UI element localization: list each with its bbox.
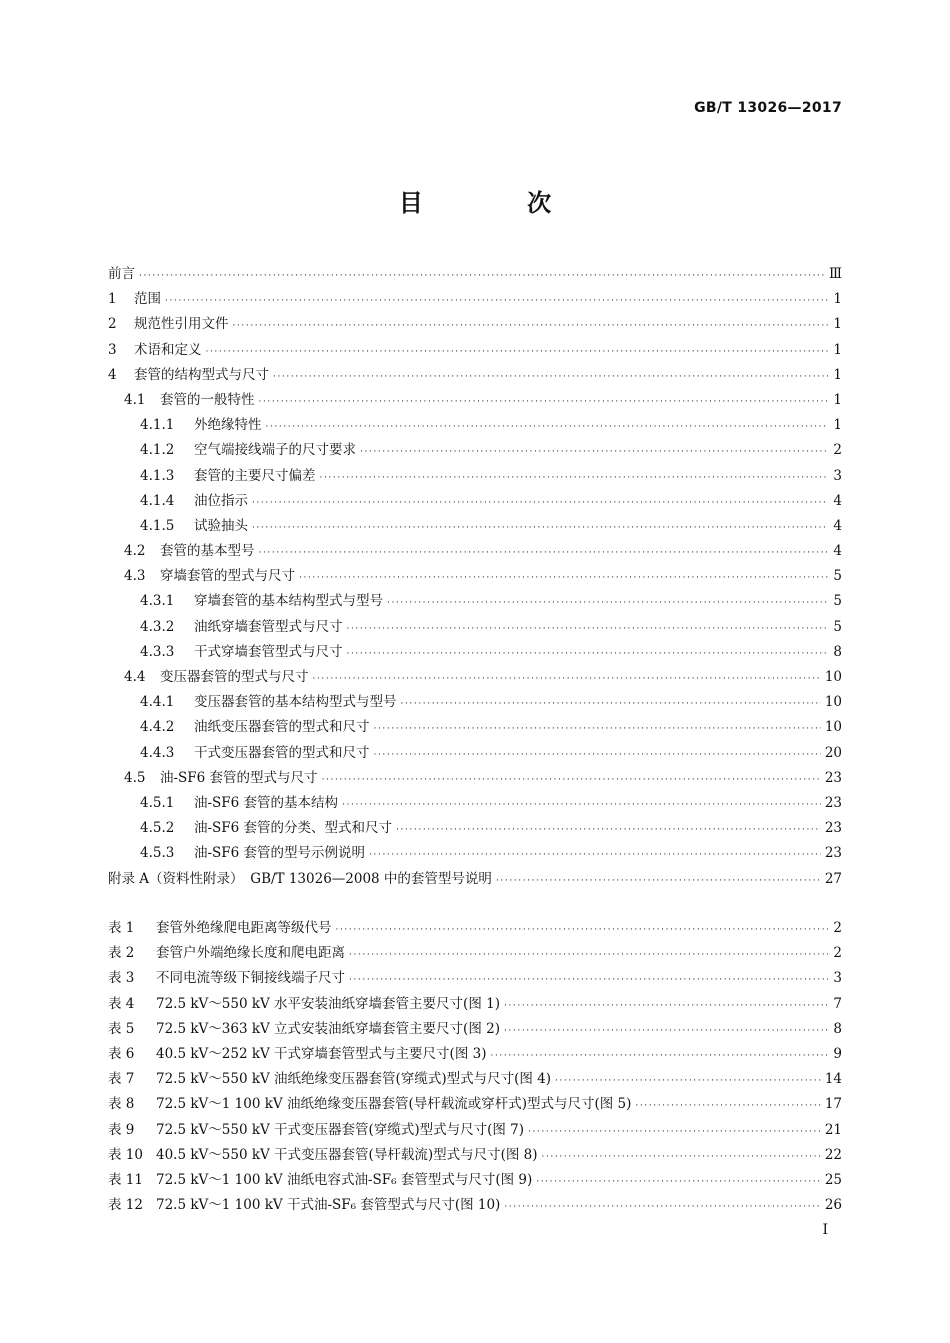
- entry-title: 油-SF6 套管的基本结构: [194, 794, 339, 811]
- entry-title: 40.5 kV～252 kV 干式穿墙套管型式与主要尺寸(图 3): [156, 1045, 487, 1062]
- dot-leader: [313, 667, 821, 692]
- list-of-tables: [108, 916, 842, 1218]
- entry-page-number: 1: [833, 291, 842, 308]
- standard-code: GB/T 13026—2017: [694, 100, 842, 116]
- toc-entry[interactable]: [108, 766, 842, 791]
- entry-number: 4.1.2: [140, 442, 175, 459]
- entry-page-number: 4: [833, 517, 842, 534]
- toc-entry[interactable]: [108, 841, 842, 866]
- entry-number: 表 4: [108, 995, 135, 1012]
- entry-title: 72.5 kV～1 100 kV 油纸电容式油-SF₆ 套管型式与尺寸(图 9): [156, 1171, 533, 1188]
- toc-entry[interactable]: [108, 262, 842, 287]
- entry-page-number: 1: [833, 417, 842, 434]
- entry-number: 表 12: [108, 1197, 143, 1214]
- dot-leader: [266, 415, 829, 440]
- entry-title: 72.5 kV～1 100 kV 干式油-SF₆ 套管型式与尺寸(图 10): [156, 1197, 501, 1214]
- entry-number: 表 7: [108, 1071, 135, 1088]
- entry-number: 表 2: [108, 945, 135, 962]
- entry-number: 4.5.2: [140, 820, 175, 837]
- entry-number: 4.2: [124, 543, 146, 560]
- entry-page-number: 5: [833, 568, 842, 585]
- entry-number: 4.1.3: [140, 467, 175, 484]
- entry-number: 表 3: [108, 970, 135, 987]
- dot-leader: [347, 617, 829, 642]
- entry-page-number: 1: [833, 316, 842, 333]
- toc-entry[interactable]: [108, 615, 842, 640]
- dot-leader: [504, 1195, 820, 1220]
- dot-leader: [349, 943, 828, 968]
- dot-leader: [536, 1170, 821, 1195]
- dot-leader: [374, 743, 821, 768]
- dot-leader: [504, 1019, 828, 1044]
- entry-page-number: 14: [824, 1071, 842, 1088]
- entry-number: 表 10: [108, 1146, 143, 1163]
- table-list-entry[interactable]: [108, 1168, 842, 1193]
- entry-page-number: 23: [824, 845, 842, 862]
- entry-number: 表 9: [108, 1121, 135, 1138]
- entry-page-number: 8: [833, 643, 842, 660]
- entry-title: 油-SF6 套管的型式与尺寸: [160, 769, 318, 786]
- toc-entry[interactable]: [108, 564, 842, 589]
- entry-title: 穿墙套管的基本结构型式与型号: [194, 593, 383, 610]
- entry-number: 4.3.3: [140, 643, 175, 660]
- entry-number: 表 1: [108, 920, 135, 936]
- entry-page-number: 7: [833, 995, 842, 1012]
- entry-title: 40.5 kV～550 kV 干式变压器套管(导杆载流)型式与尺寸(图 8): [156, 1146, 538, 1163]
- entry-number: 表 8: [108, 1096, 135, 1113]
- page-number: I: [822, 1222, 828, 1238]
- table-list-entry[interactable]: [108, 1193, 842, 1218]
- toc-entry[interactable]: [108, 438, 842, 463]
- dot-leader: [336, 918, 829, 943]
- entry-number: 4.1.1: [140, 417, 175, 434]
- dot-leader: [273, 365, 828, 390]
- entry-number: 表 6: [108, 1045, 135, 1062]
- entry-title: 套管的主要尺寸偏差: [194, 467, 316, 484]
- entry-page-number: 26: [824, 1197, 842, 1214]
- toc-entry[interactable]: [108, 388, 842, 413]
- toc-entry[interactable]: [108, 489, 842, 514]
- dot-leader: [206, 340, 829, 365]
- entry-title: 油纸穿墙套管型式与尺寸: [194, 618, 343, 635]
- toc-entry[interactable]: [108, 690, 842, 715]
- entry-title: 范围: [134, 291, 161, 308]
- dot-leader: [259, 390, 829, 415]
- table-list-entry[interactable]: [108, 1067, 842, 1092]
- dot-leader: [252, 491, 828, 516]
- entry-title: 空气端接线端子的尺寸要求: [194, 442, 356, 459]
- entry-page-number: Ⅲ: [828, 266, 842, 282]
- toc-entry[interactable]: [108, 741, 842, 766]
- table-list-entry[interactable]: [108, 1017, 842, 1042]
- dot-leader: [322, 768, 821, 793]
- entry-page-number: 2: [833, 442, 842, 459]
- toc-entry[interactable]: [108, 338, 842, 363]
- dot-leader: [490, 1044, 828, 1069]
- table-list-entry[interactable]: [108, 992, 842, 1017]
- table-of-contents: [108, 262, 842, 892]
- entry-page-number: 22: [824, 1146, 842, 1163]
- entry-page-number: 23: [824, 794, 842, 811]
- toc-entry[interactable]: [108, 312, 842, 337]
- entry-number: 4.5.1: [140, 794, 175, 811]
- dot-leader: [401, 692, 821, 717]
- entry-page-number: 1: [833, 366, 842, 383]
- entry-title: 穿墙套管的型式与尺寸: [160, 568, 295, 585]
- dot-leader: [259, 541, 829, 566]
- toc-entry[interactable]: [108, 791, 842, 816]
- dot-leader: [496, 869, 821, 894]
- entry-title: 72.5 kV～550 kV 干式变压器套管(穿缆式)型式与尺寸(图 7): [156, 1121, 525, 1138]
- table-list-entry[interactable]: [108, 941, 842, 966]
- dot-leader: [342, 793, 821, 818]
- dot-leader: [542, 1145, 821, 1170]
- entry-title: 变压器套管的基本结构型式与型号: [194, 694, 397, 711]
- entry-title: 套管的结构型式与尺寸: [134, 366, 269, 383]
- entry-title: 油位指示: [194, 492, 248, 509]
- entry-page-number: 23: [824, 820, 842, 837]
- entry-page-number: 25: [824, 1171, 842, 1188]
- dot-leader: [528, 1120, 821, 1145]
- entry-page-number: 10: [824, 694, 842, 711]
- toc-entry[interactable]: [108, 867, 842, 892]
- entry-page-number: 1: [833, 391, 842, 408]
- entry-page-number: 17: [824, 1096, 842, 1113]
- entry-page-number: 8: [833, 1020, 842, 1037]
- entry-page-number: 4: [833, 492, 842, 509]
- entry-title: 变压器套管的型式与尺寸: [160, 669, 309, 685]
- toc-entry[interactable]: [108, 589, 842, 614]
- entry-page-number: 5: [833, 618, 842, 635]
- entry-number: 4.4.3: [140, 744, 175, 761]
- entry-title: 套管外绝缘爬电距离等级代号: [156, 920, 332, 936]
- entry-page-number: 10: [824, 669, 842, 685]
- entry-number: 4.3.2: [140, 618, 175, 635]
- toc-entry[interactable]: [108, 640, 842, 665]
- entry-number: 4.1: [124, 391, 146, 408]
- entry-title: 油-SF6 套管的分类、型式和尺寸: [194, 820, 393, 837]
- dot-leader: [360, 440, 828, 465]
- entry-page-number: 21: [824, 1121, 842, 1138]
- entry-number: 表 5: [108, 1020, 135, 1037]
- entry-page-number: 1: [833, 341, 842, 358]
- dot-leader: [635, 1094, 820, 1119]
- dot-leader: [555, 1069, 821, 1094]
- entry-page-number: 3: [833, 467, 842, 484]
- entry-number: 4.4.2: [140, 719, 175, 736]
- dot-leader: [139, 264, 825, 289]
- dot-leader: [374, 717, 821, 742]
- entry-number: 3: [108, 341, 117, 358]
- dot-leader: [387, 591, 828, 616]
- dot-leader: [369, 843, 821, 868]
- table-list-entry[interactable]: [108, 966, 842, 991]
- table-list-entry[interactable]: [108, 1042, 842, 1067]
- entry-title: 规范性引用文件: [134, 316, 229, 333]
- toc-entry[interactable]: [108, 363, 842, 388]
- entry-title: 套管的一般特性: [160, 391, 255, 408]
- dot-leader: [233, 314, 829, 339]
- toc-entry[interactable]: [108, 665, 842, 690]
- dot-leader: [165, 289, 828, 314]
- entry-page-number: 2: [833, 920, 842, 936]
- toc-entry[interactable]: [108, 287, 842, 312]
- entry-number: 4.4.1: [140, 694, 175, 711]
- entry-title: 干式穿墙套管型式与尺寸: [194, 643, 343, 660]
- entry-page-number: 9: [833, 1045, 842, 1062]
- entry-title: 外绝缘特性: [194, 417, 262, 434]
- entry-number: 1: [108, 291, 117, 308]
- entry-title: 术语和定义: [134, 341, 202, 358]
- table-list-entry[interactable]: [108, 1143, 842, 1168]
- toc-entry[interactable]: [108, 715, 842, 740]
- entry-page-number: 20: [824, 744, 842, 761]
- entry-page-number: 2: [833, 945, 842, 962]
- entry-title: 套管的基本型号: [160, 543, 255, 560]
- entry-title: 不同电流等级下铜接线端子尺寸: [156, 970, 345, 987]
- dot-leader: [349, 968, 828, 993]
- dot-leader: [320, 466, 829, 491]
- entry-page-number: 10: [824, 719, 842, 736]
- entry-number: 表 11: [108, 1171, 143, 1188]
- entry-number: 4.3: [124, 568, 146, 585]
- entry-title: 72.5 kV～363 kV 立式安装油纸穿墙套管主要尺寸(图 2): [156, 1020, 500, 1037]
- entry-number: 4.4: [124, 669, 146, 685]
- entry-title: 油纸变压器套管的型式和尺寸: [194, 719, 370, 736]
- table-list-entry[interactable]: [108, 1118, 842, 1143]
- toc-entry[interactable]: [108, 413, 842, 438]
- entry-number: 4.5.3: [140, 845, 175, 862]
- entry-title: 前言: [108, 266, 135, 282]
- dot-leader: [347, 642, 829, 667]
- entry-title: 72.5 kV～550 kV 油纸绝缘变压器套管(穿缆式)型式与尺寸(图 4): [156, 1071, 552, 1088]
- table-list-entry[interactable]: [108, 916, 842, 941]
- page-title: 目 次: [398, 189, 600, 217]
- dot-leader: [396, 818, 821, 843]
- entry-title: 套管户外端绝缘长度和爬电距离: [156, 945, 345, 962]
- entry-page-number: 4: [833, 543, 842, 560]
- entry-number: 4.1.4: [140, 492, 175, 509]
- entry-title: 72.5 kV～550 kV 水平安装油纸穿墙套管主要尺寸(图 1): [156, 995, 500, 1012]
- dot-leader: [504, 994, 828, 1019]
- entry-title: 干式变压器套管的型式和尺寸: [194, 744, 370, 761]
- entry-title: 72.5 kV～1 100 kV 油纸绝缘变压器套管(导杆载流或穿杆式)型式与尺寸(图 5): [156, 1096, 632, 1113]
- entry-title: 油-SF6 套管的型号示例说明: [194, 845, 366, 862]
- dot-leader: [299, 566, 828, 591]
- entry-title: 试验抽头: [194, 517, 248, 534]
- table-list-entry[interactable]: [108, 1092, 842, 1117]
- entry-number: 4.1.5: [140, 517, 175, 534]
- entry-title: 附录 A（资料性附录） GB/T 13026—2008 中的套管型号说明: [108, 870, 492, 887]
- entry-page-number: 5: [833, 593, 842, 610]
- dot-leader: [252, 516, 828, 541]
- entry-page-number: 27: [824, 870, 842, 887]
- toc-entry[interactable]: [108, 514, 842, 539]
- entry-number: 2: [108, 316, 117, 333]
- toc-entry[interactable]: [108, 539, 842, 564]
- entry-number: 4.5: [124, 769, 146, 786]
- toc-entry[interactable]: [108, 816, 842, 841]
- entry-number: 4: [108, 366, 117, 383]
- entry-number: 4.3.1: [140, 593, 175, 610]
- toc-entry[interactable]: [108, 464, 842, 489]
- entry-page-number: 23: [824, 769, 842, 786]
- entry-page-number: 3: [833, 970, 842, 987]
